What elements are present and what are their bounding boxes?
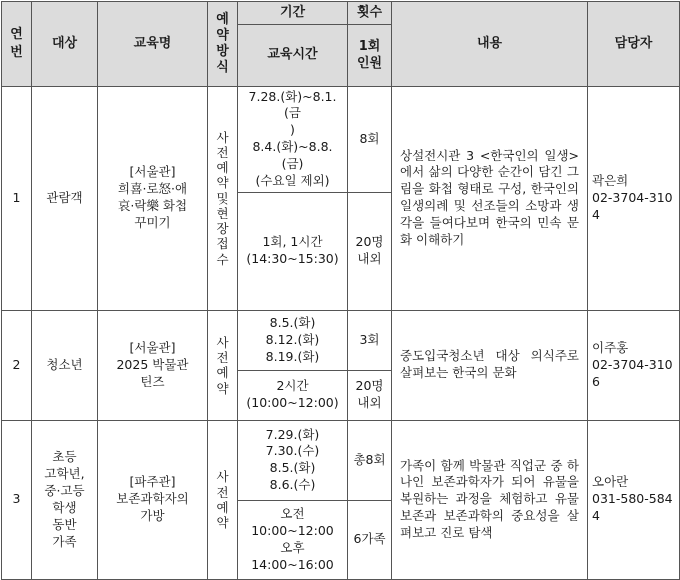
- vertical-char: 예: [216, 499, 229, 515]
- row-time: 오전 10:00~12:00 오후 14:00~16:00: [238, 500, 348, 579]
- header-per-session: 1회 인원: [348, 24, 392, 86]
- header-target: 대상: [32, 2, 98, 87]
- table-row: [2, 86, 680, 192]
- row-capacity: 20명 내외: [348, 192, 392, 310]
- row-period: 7.29.(화) 7.30.(수) 8.5.(화) 8.6.(수): [238, 420, 348, 500]
- manager-name: 오아란: [592, 474, 629, 490]
- vertical-char: 예: [216, 365, 229, 381]
- row-method: [208, 310, 238, 420]
- row-time: 1회, 1시간 (14:30~15:30): [238, 192, 348, 310]
- row-count: 총8회: [348, 420, 392, 500]
- row-target: 초등 고학년, 중·고등 학생 동반 가족: [32, 420, 98, 579]
- row-capacity: 20명 내외: [348, 370, 392, 420]
- row-period: 7.28.(화)~8.1.(금 ) 8.4.(화)~8.8.(금) (수요일 제외): [238, 86, 348, 192]
- vertical-char: 장: [216, 221, 229, 237]
- row-num: 2: [2, 310, 32, 420]
- manager-phone: 02-3704-310 6: [592, 356, 673, 389]
- manager-phone: 02-3704-310 4: [592, 189, 673, 222]
- header-count: 횟수: [348, 2, 392, 25]
- row-program: [서울관] 2025 박물관 틴즈: [98, 310, 208, 420]
- vertical-char: 예: [216, 12, 229, 28]
- vertical-char: 사: [216, 469, 229, 485]
- header-row-top: [2, 2, 680, 25]
- vertical-char: 약: [216, 175, 229, 191]
- table-row: [2, 310, 680, 370]
- row-content: 중도입국청소년 대상 의식주로 살펴보는 한국의 문화: [392, 310, 588, 420]
- vertical-char: 예: [216, 160, 229, 176]
- header-program: 교육명: [98, 2, 208, 87]
- vertical-char: 전: [216, 350, 229, 366]
- vertical-char: 현: [216, 205, 229, 221]
- education-schedule-table: [1, 1, 680, 580]
- row-num: 3: [2, 420, 32, 579]
- header-manager: 담당자: [588, 2, 680, 87]
- row-time: 2시간 (10:00~12:00): [238, 370, 348, 420]
- header-num: 연 번: [2, 2, 32, 87]
- row-manager: [588, 310, 680, 420]
- row-count: 8회: [348, 86, 392, 192]
- vertical-char: 전: [216, 144, 229, 160]
- row-target: 청소년: [32, 310, 98, 420]
- row-content: 상설전시관 3 <한국인의 일생>에서 삶의 다양한 순간이 담긴 그림을 화첩 형태로 구성, 한국인의 일생의례 및 선조들의 소망과 생각을 들여다보며 한국의 민속 문화 이해하기: [392, 86, 588, 310]
- row-method: [208, 420, 238, 579]
- manager-name: 이주홍: [592, 339, 629, 355]
- header-method: [208, 2, 238, 87]
- vertical-char: 사: [216, 129, 229, 145]
- vertical-char: 약: [216, 27, 229, 43]
- vertical-char: 사: [216, 334, 229, 350]
- header-content: 내용: [392, 2, 588, 87]
- vertical-char: 및: [216, 190, 229, 206]
- vertical-char: 전: [216, 484, 229, 500]
- row-period: 8.5.(화) 8.12.(화) 8.19.(화): [238, 310, 348, 370]
- row-method: [208, 86, 238, 310]
- table-row: [2, 420, 680, 500]
- row-target: 관람객: [32, 86, 98, 310]
- row-count: 3회: [348, 310, 392, 370]
- header-period: 기간: [238, 2, 348, 25]
- vertical-char: 접: [216, 236, 229, 252]
- row-content: 가족이 함께 박물관 직업군 중 하나인 보존과학자가 되어 유물을 복원하는 과정을 체험하고 유물 보존과 보존과학의 중요성을 살펴보고 진로 탐색: [392, 420, 588, 579]
- manager-name: 곽은희: [592, 172, 629, 188]
- vertical-char: 방: [216, 43, 229, 59]
- vertical-char: 식: [216, 59, 229, 75]
- vertical-char: 약: [216, 515, 229, 531]
- row-manager: [588, 86, 680, 310]
- row-program: [서울관] 희喜·로怒·애 哀·락樂 화첩 꾸미기: [98, 86, 208, 310]
- vertical-char: 약: [216, 380, 229, 396]
- row-num: 1: [2, 86, 32, 310]
- row-program: [파주관] 보존과학자의 가방: [98, 420, 208, 579]
- row-capacity: 6가족: [348, 500, 392, 579]
- vertical-char: 수: [216, 251, 229, 267]
- header-time: 교육시간: [238, 24, 348, 86]
- manager-phone: 031-580-584 4: [592, 491, 673, 524]
- row-manager: [588, 420, 680, 579]
